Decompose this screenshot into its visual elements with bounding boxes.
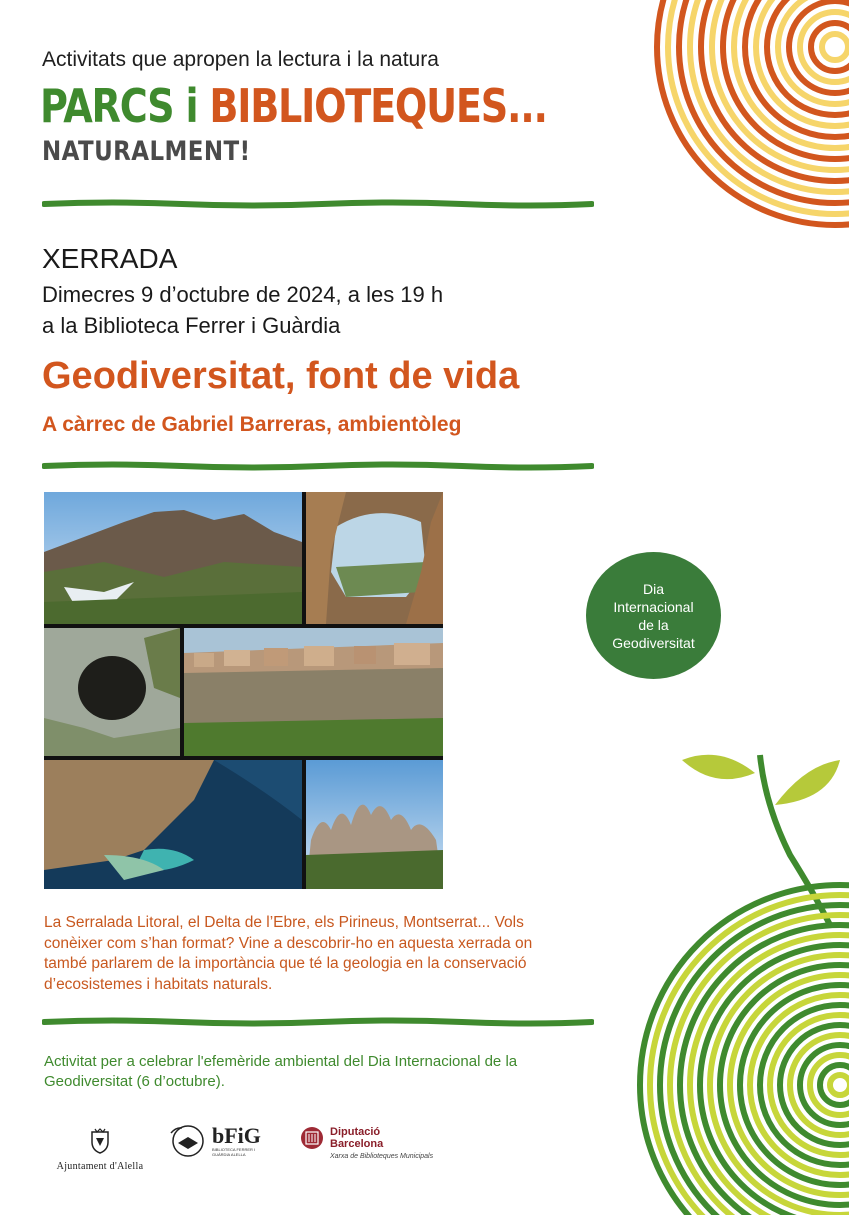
bfig-wordmark: bFiG <box>212 1123 261 1148</box>
event-description: La Serralada Litoral, el Delta de l’Ebre, els Pirineus, Montserrat... Vols conèixer com s’han format? Vine a descobrir-ho en aquesta xerrada on també parlarem de la importància que té la geologia en la conservació d’ecosistemes i habitats naturals. <box>44 914 533 993</box>
event-type: XERRADA <box>42 243 178 274</box>
leaf-right <box>775 760 840 805</box>
event-title: Geodiversitat, font de vida <box>42 355 520 397</box>
delta-satellite-photo <box>44 760 302 889</box>
diba-line-3: Xarxa de Biblioteques Municipals <box>330 1153 434 1160</box>
cave-view-photo <box>306 492 443 624</box>
orange-concentric-circle-decoration <box>585 0 849 295</box>
green-apple-decoration <box>590 745 849 1215</box>
montserrat-photo <box>306 760 443 889</box>
photo-collage <box>44 492 443 889</box>
headline-biblioteques: BIBLIOTEQUES... <box>209 79 547 133</box>
ajuntament-alella-logo <box>45 1128 155 1172</box>
headline-parcs: PARCS i <box>40 79 210 133</box>
event-date: Dimecres 9 d’octubre de 2024, a les 19 h <box>42 282 444 307</box>
geodiversity-day-badge <box>586 552 721 679</box>
bfig-subtitle: BIBLIOTECA FERRER I GUÀRDIA ALELLA <box>212 1147 256 1157</box>
badge-line-1: Dia <box>642 580 664 597</box>
badge-line-2: Internacional <box>613 598 694 615</box>
ring <box>811 23 849 71</box>
mountain-photo <box>44 492 302 624</box>
leaf-left <box>682 755 755 779</box>
bfig-logo <box>168 1123 272 1159</box>
divider-line <box>42 461 594 471</box>
divider-line <box>42 199 594 209</box>
karst-cave-photo <box>44 628 180 756</box>
diputacio-barcelona-logo <box>300 1126 433 1161</box>
speaker: A càrrec de Gabriel Barreras, ambientòleg <box>42 413 462 436</box>
cliff-village-photo <box>184 628 443 756</box>
sub-headline: NATURALMENT! <box>42 136 251 167</box>
tagline: Activitats que apropen la lectura i la natura <box>42 48 439 71</box>
divider-line <box>42 1017 594 1027</box>
coat-of-arms-icon <box>89 1128 111 1154</box>
diba-line-2: Barcelona <box>330 1138 384 1150</box>
diba-emblem-icon <box>300 1126 324 1150</box>
ring <box>830 1075 849 1095</box>
footnote: Activitat per a celebrar l'efemèride ambiental del Dia Internacional de la Geodiversitat (6 d’octubre). <box>44 1053 518 1090</box>
diba-line-1: Diputació <box>330 1126 381 1138</box>
badge-line-3: de la <box>638 616 669 633</box>
ring <box>822 34 848 60</box>
badge-line-4: Geodiversitat <box>612 634 695 651</box>
book-globe-icon <box>168 1123 208 1159</box>
headline <box>40 80 547 132</box>
alella-name: Ajuntament d'Alella <box>56 1161 144 1172</box>
event-venue: a la Biblioteca Ferrer i Guàrdia <box>42 313 341 338</box>
ring <box>820 1065 849 1105</box>
